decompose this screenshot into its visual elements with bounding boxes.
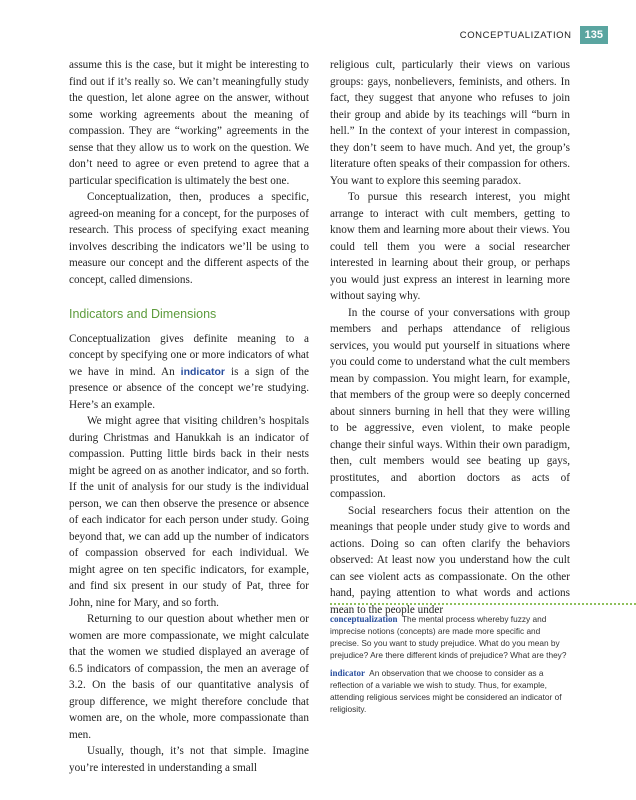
paragraph: Returning to our question about whether men or women are more compassionate, we might calculate that the women we studied displayed an average of 6.5 indicators of compassion, the men an average of 3.2. On the basis of our quantitative analysis of group difference, we might therefore conclude that women are, on the whole, more compassionate than men. bbox=[69, 613, 309, 741]
glossary-entry bbox=[330, 667, 570, 715]
paragraph: assume this is the case, but it might be interesting to find out if it’s really so. We can’t meaningfully study the question, let alone agree on the answer, without some working agreements about the meaning of compassion. They are “working” agreements in the sense that they allow us to work on the question. We don’t need to agree or even pretend to agree that a particular specification is ultimately the best one. bbox=[69, 59, 309, 187]
paragraph: In the course of your conversations with group members and perhaps attendance of religious services, you would put yourself in situations where you could come to understand what the cult members mean by compassion. You might learn, for example, that members of the group were so deeply concerned about sinners burning in hell that they were willing to be aggressive, even violent, to make people change their sinful ways. Within their own paradigm, then, cult members would see beating up gays, prostitutes, and abortion doctors as acts of compassion. bbox=[330, 306, 570, 500]
paragraph-text: is a sign of the presence or absence of the concept we’re studying. Here’s an example. bbox=[69, 365, 309, 411]
paragraph: religious cult, particularly their views on various groups: gays, nonbelievers, feminists, and others. In fact, they suggest that anyone who refuses to join their group and abide by its teachings will “burn in hell.” In the context of your interest in compassion, they don’t seem to have much. And yet, the group’s literature often speaks of their compassion for others. You want to explore this seeming paradox. bbox=[330, 59, 570, 187]
key-term: indicator bbox=[180, 365, 225, 378]
paragraph: To pursue this research interest, you might arrange to interact with cult members, getting to know them and learning more about their views. You could tell them you were a social researcher interested in learning about their group, or perhaps you would just express an interest in learning more without saying why. bbox=[330, 191, 570, 302]
paragraph bbox=[69, 331, 309, 414]
glossary-definition: The mental process whereby fuzzy and imprecise notions (concepts) are made more specific and precise. So you want to study prejudice. What do you mean by prejudice? Are there different kinds of prejudice? What are they? bbox=[330, 614, 567, 660]
glossary-divider bbox=[330, 603, 636, 605]
page-number: 135 bbox=[580, 26, 608, 44]
paragraph-text: Conceptualization gives definite meaning to a concept by specifying one or more indicators of what we have in mind. An bbox=[69, 332, 309, 378]
glossary-entry bbox=[330, 613, 570, 661]
paragraph: We might agree that visiting children’s hospitals during Christmas and Hanukkah is an indicator of compassion. Putting little birds back in their nests might be agreed on as another indicator, and so forth. If the unit of analysis for our study is the individual person, we can then observe the presence or absence of each indicator for each person under study. Going beyond that, we can add up the number of indicators of compassion observed for each individual. We might agree on ten specific indicators, for example, and find six present in our study of Pat, three for John, nine for Mary, and so forth. bbox=[69, 415, 309, 609]
running-title: CONCEPTUALIZATION bbox=[459, 29, 572, 41]
paragraph: Conceptualization, then, produces a specific, agreed-on meaning for a concept, for the purposes of research. This process of specifying exact meaning involves describing the indicators we’ll be using to measure our concept and the different aspects of the concept, called dimensions. bbox=[69, 191, 309, 286]
right-column bbox=[330, 57, 570, 618]
running-header bbox=[460, 26, 608, 44]
glossary-term: conceptualization bbox=[330, 614, 398, 624]
glossary bbox=[330, 613, 570, 721]
glossary-definition: An observation that we choose to consider as a reflection of a variable we wish to study. Thus, for example, attending religious services might be considered an indicator of religiosity. bbox=[330, 668, 562, 714]
paragraph: Social researchers focus their attention on the meanings that people under study give to words and actions. Doing so can often clarify the behaviors observed: At least now you understand how the cult can see violent acts as compassionate. On the other hand, paying attention to what words and actions mean to the people under bbox=[330, 504, 570, 616]
section-heading: Indicators and Dimensions bbox=[69, 307, 217, 321]
paragraph: Usually, though, it’s not that simple. Imagine you’re interested in understanding a small bbox=[69, 745, 309, 774]
left-column bbox=[69, 57, 309, 776]
glossary-term: indicator bbox=[330, 668, 365, 678]
